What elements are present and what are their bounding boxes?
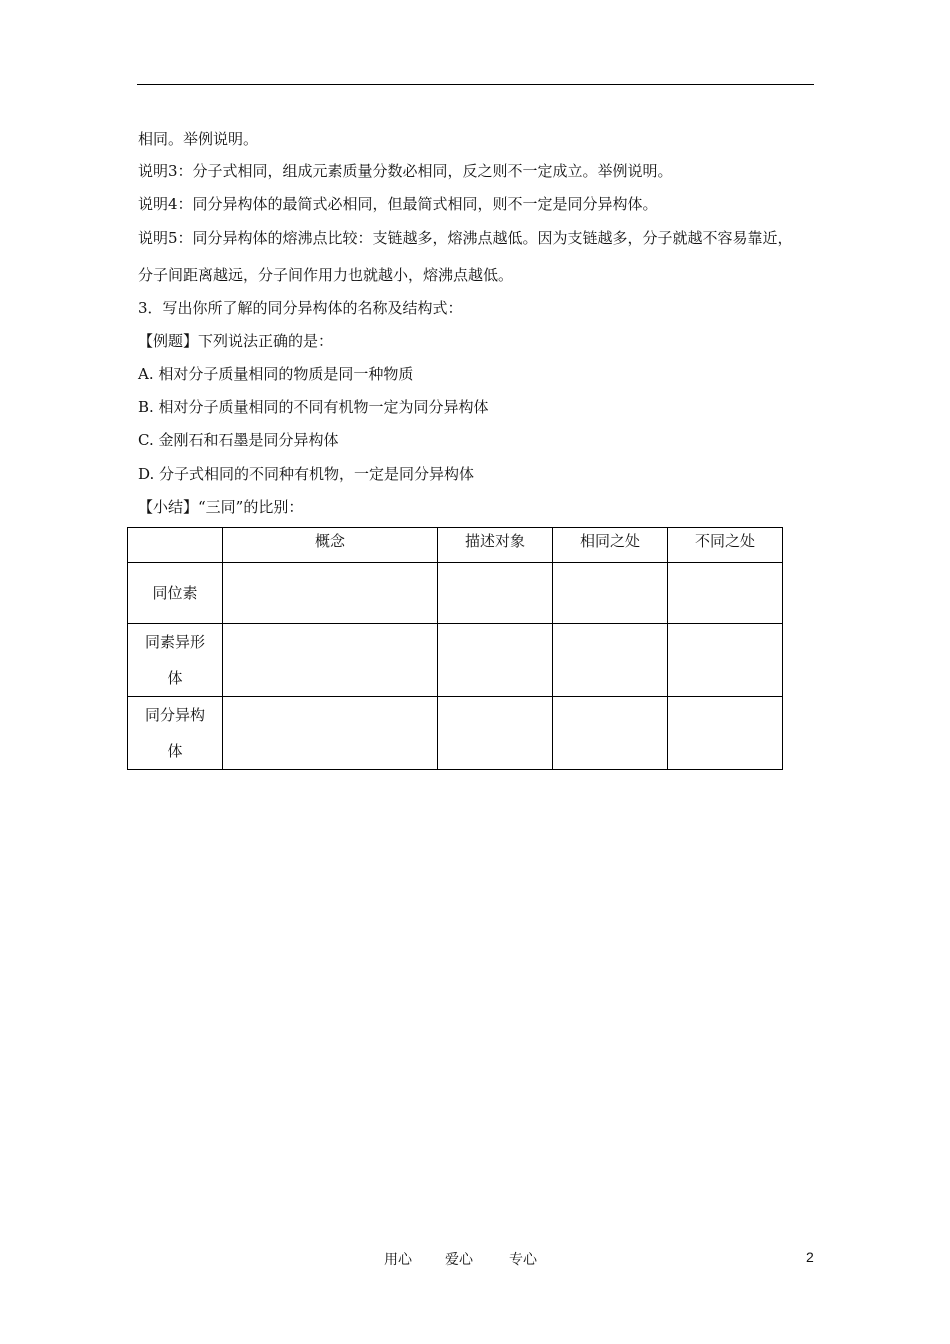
text-line-1: 相同。举例说明。	[138, 130, 259, 148]
header-cell-difference: 不同之处	[668, 528, 783, 563]
table-row	[128, 624, 783, 697]
table-cell	[438, 697, 553, 770]
row-label-isotope: 同位素	[128, 563, 223, 624]
table-header-row	[128, 528, 783, 563]
table-cell	[223, 624, 438, 697]
footer-middle-text: 爱心	[445, 1252, 473, 1268]
table-cell	[668, 624, 783, 697]
table-row	[128, 697, 783, 770]
table-cell	[553, 697, 668, 770]
row-label-isomer: 同分异构体	[128, 697, 223, 770]
header-cell-object: 描述对象	[438, 528, 553, 563]
footer-right-text: 专心	[509, 1252, 537, 1268]
footer-left-text: 用心	[384, 1252, 412, 1268]
header-rule	[137, 84, 814, 85]
table-cell	[668, 563, 783, 624]
table-cell	[438, 624, 553, 697]
text-line-2: 说明3：分子式相同，组成元素质量分数必相同，反之则不一定成立。举例说明。	[138, 162, 673, 180]
header-cell-empty	[128, 528, 223, 563]
header-cell-concept: 概念	[223, 528, 438, 563]
text-line-4: 说明5：同分异构体的熔沸点比较：支链越多，熔沸点越低。因为支链越多，分子就越不容易靠近，	[138, 229, 793, 247]
option-d: D. 分子式相同的不同种有机物，一定是同分异构体	[138, 465, 475, 483]
header-cell-similarity: 相同之处	[553, 528, 668, 563]
option-c: C. 金刚石和石墨是同分异构体	[138, 431, 339, 449]
option-a: A. 相对分子质量相同的物质是同一种物质	[138, 365, 414, 383]
text-line-3: 说明4：同分异构体的最简式必相同，但最简式相同，则不一定是同分异构体。	[138, 195, 658, 213]
summary-heading: 【小结】“三同”的比别：	[138, 498, 304, 516]
table-cell	[668, 697, 783, 770]
example-heading: 【例题】下列说法正确的是：	[138, 332, 334, 350]
table-cell	[553, 563, 668, 624]
text-line-5: 分子间距离越远，分子间作用力也就越小，熔沸点越低。	[138, 266, 514, 284]
page-number: 2	[806, 1249, 814, 1265]
table-row	[128, 563, 783, 624]
table-cell	[553, 624, 668, 697]
comparison-table	[127, 527, 783, 770]
row-label-allotrope: 同素异形体	[128, 624, 223, 697]
table-cell	[223, 697, 438, 770]
table-cell	[438, 563, 553, 624]
question-3: 3．写出你所了解的同分异构体的名称及结构式：	[138, 299, 463, 317]
option-b: B. 相对分子质量相同的不同有机物一定为同分异构体	[138, 398, 489, 416]
table-cell	[223, 563, 438, 624]
